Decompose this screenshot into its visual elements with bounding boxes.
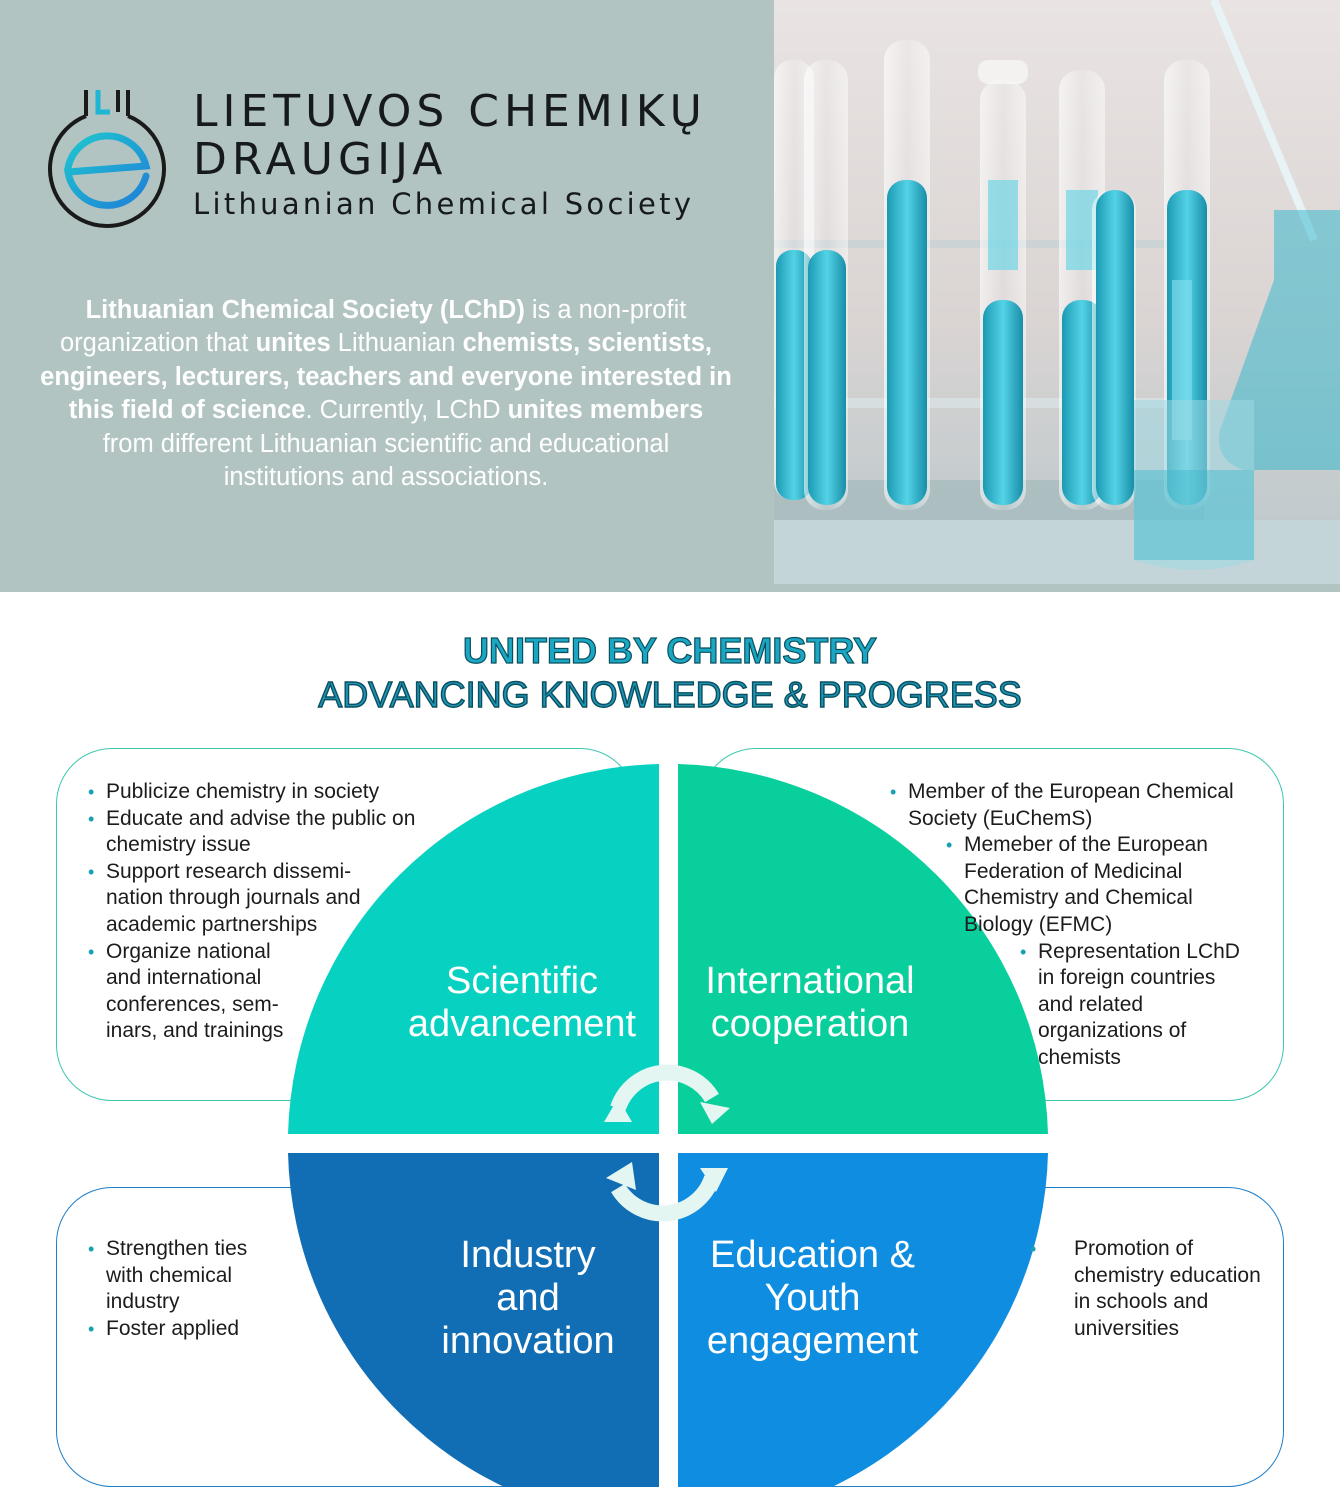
label-scientific-line1: Scientific bbox=[445, 960, 599, 1002]
label-industry-innovation bbox=[400, 1234, 656, 1363]
brand-name-english: Lithuanian Chemical Society bbox=[193, 187, 695, 221]
intro-bold-5: chemists, scientists, engineers, lecturers, teachers and everyone interested in this field of science bbox=[40, 329, 732, 425]
label-international-line1: International bbox=[705, 960, 915, 1002]
list-item: • Publicize chemistry in society bbox=[88, 779, 418, 806]
industry-list bbox=[88, 1236, 308, 1342]
intro-text-6: . Currently, LChD bbox=[305, 396, 508, 425]
list-item: • Promotion of chemistry education in schools and universities bbox=[1030, 1236, 1270, 1342]
label-industry-line2: and bbox=[496, 1277, 560, 1319]
label-international-line2: cooperation bbox=[710, 1003, 910, 1045]
list-item: • Representation LChD in foreign countries and related organizations of chemists bbox=[1020, 939, 1255, 1072]
label-education-line2: Youth bbox=[764, 1277, 861, 1319]
headline-line1: UNITED BY CHEMISTRY bbox=[462, 630, 878, 671]
list-item: • Strengthen ties with chemical industry bbox=[88, 1236, 258, 1316]
label-scientific-advancement bbox=[392, 960, 652, 1046]
international-list bbox=[890, 779, 1270, 1072]
intro-bold-1: Lithuanian Chemical Society (LChD) bbox=[85, 296, 525, 324]
label-industry-line1: Industry bbox=[460, 1234, 596, 1276]
brand-name-line1: LIETUVOS CHEMIKŲ bbox=[193, 86, 707, 137]
intro-text-2: is a non-profit organization that bbox=[59, 296, 687, 358]
label-education-line1: Education & bbox=[710, 1234, 915, 1276]
intro-text-8: from different Lithuanian scientific and educational institutions and associations. bbox=[102, 429, 670, 492]
headline-line2: ADVANCING KNOWLEDGE & PROGRESS bbox=[318, 674, 1022, 715]
intro-bold-3: unites bbox=[255, 329, 331, 358]
brand-name-line2: DRAUGIJA bbox=[193, 134, 448, 185]
list-item: • Member of the European Chemical Society (EuChemS) bbox=[890, 779, 1270, 832]
intro-bold-7: unites members bbox=[507, 396, 704, 425]
education-list bbox=[1030, 1236, 1280, 1342]
label-scientific-line2: advancement bbox=[407, 1003, 637, 1045]
list-item: • Support research dissemi-nation through journals and academic partnerships bbox=[88, 859, 368, 939]
label-education-youth bbox=[690, 1234, 935, 1363]
list-item: • Memeber of the European Federation of Medicinal Chemistry and Chemical Biology (EFMC) bbox=[946, 832, 1246, 938]
list-item: • Educate and advise the public on chemistry issue bbox=[88, 806, 418, 859]
scientific-list bbox=[88, 779, 418, 1045]
label-industry-line3: innovation bbox=[441, 1320, 615, 1362]
list-item: • Organize national and international conferences, sem-inars, and trainings bbox=[88, 939, 298, 1045]
list-item: • Foster applied bbox=[88, 1316, 308, 1343]
label-education-line3: engagement bbox=[706, 1320, 919, 1362]
intro-text-4: Lithuanian bbox=[330, 329, 463, 358]
